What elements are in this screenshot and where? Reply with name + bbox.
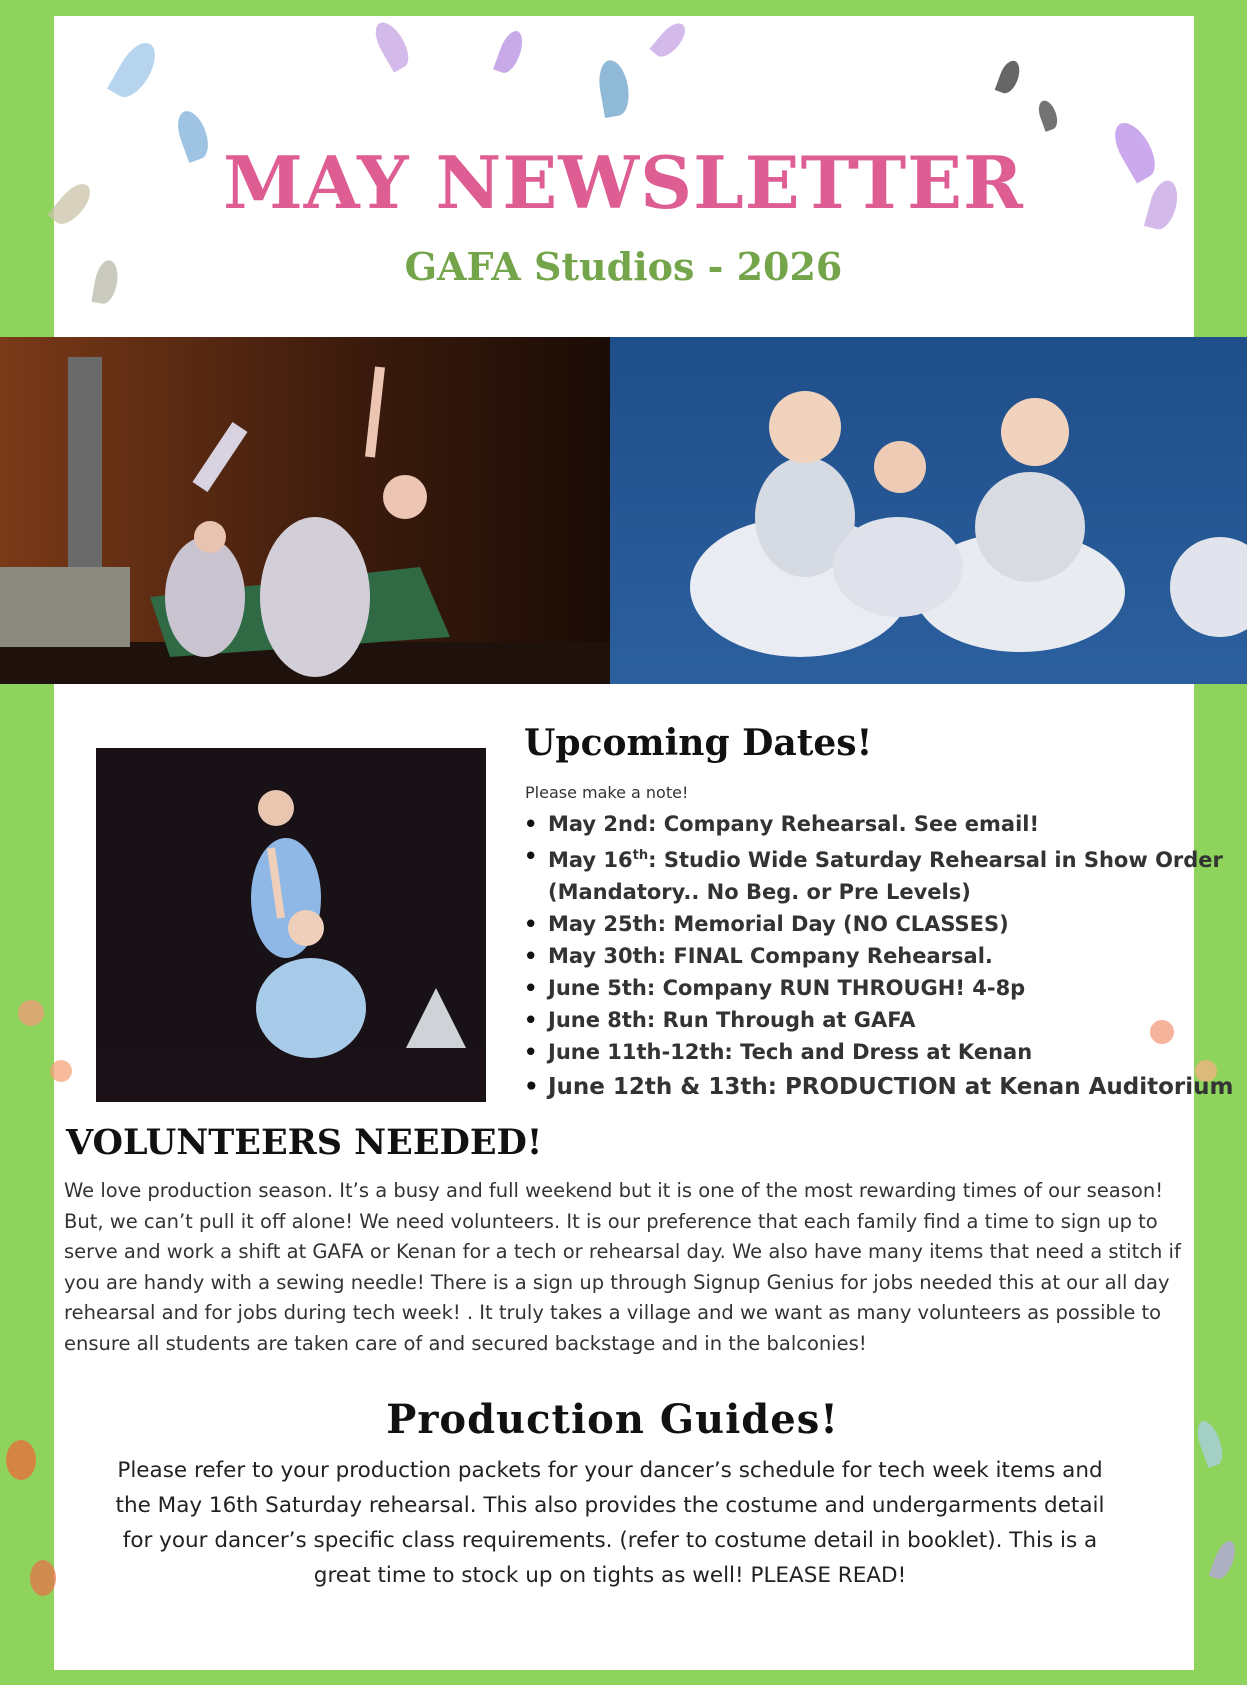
- list-item: • May 30th: FINAL Company Rehearsal.: [548, 940, 1238, 972]
- dance-photo-small: [96, 748, 486, 1102]
- list-item: • June 12th & 13th: PRODUCTION at Kenan Auditorium: [548, 1070, 1238, 1105]
- volunteers-heading: VOLUNTEERS NEEDED!: [66, 1122, 543, 1163]
- list-item: • June 8th: Run Through at GAFA: [548, 1004, 1238, 1036]
- dance-photo-left: [0, 337, 610, 684]
- upcoming-dates-heading: Upcoming Dates!: [524, 722, 873, 764]
- production-guides-body: Please refer to your production packets for your dancer’s schedule for tech week items and the May 16th Saturday rehearsal. This also provides the costume and undergarments detail for your dancer’s specific class requirements. (refer to costume detail in booklet). This is a great time to stock up on tights as well! PLEASE READ!: [115, 1458, 1105, 1588]
- list-item: • June 5th: Company RUN THROUGH! 4-8p: [548, 972, 1238, 1004]
- list-item: • June 11th-12th: Tech and Dress at Kenan: [548, 1036, 1238, 1068]
- upcoming-dates-note: Please make a note!: [525, 783, 689, 802]
- list-item: • May 25th: Memorial Day (NO CLASSES): [548, 908, 1238, 940]
- production-guides-heading: Production Guides!: [386, 1396, 839, 1443]
- list-item: • May 16th: Studio Wide Saturday Rehearsal in Show Order (Mandatory.. No Beg. or Pre Levels): [548, 840, 1238, 908]
- volunteers-body: We love production season. It’s a busy and full weekend but it is one of the most rewarding times of our season! But, we can’t pull it off alone! We need volunteers. It is our preference that each family find a time to sign up to serve and work a shift at GAFA or Kenan for a tech or rehearsal day. We also have many items that need a stitch if you are handy with a sewing needle! There is a sign up through Signup Genius for jobs needed this at our all day rehearsal and for jobs during tech week! . It truly takes a village and we want as many volunteers as possible to ensure all students are taken care of and secured backstage and in the balconies!: [64, 1179, 1181, 1355]
- page-title: MAY NEWSLETTER: [223, 140, 1024, 225]
- page-subtitle: GAFA Studios - 2026: [404, 244, 843, 289]
- list-item: • May 2nd: Company Rehearsal. See email!: [548, 808, 1238, 840]
- upcoming-dates-list: [522, 808, 1238, 1105]
- dance-photo-right: [610, 337, 1247, 684]
